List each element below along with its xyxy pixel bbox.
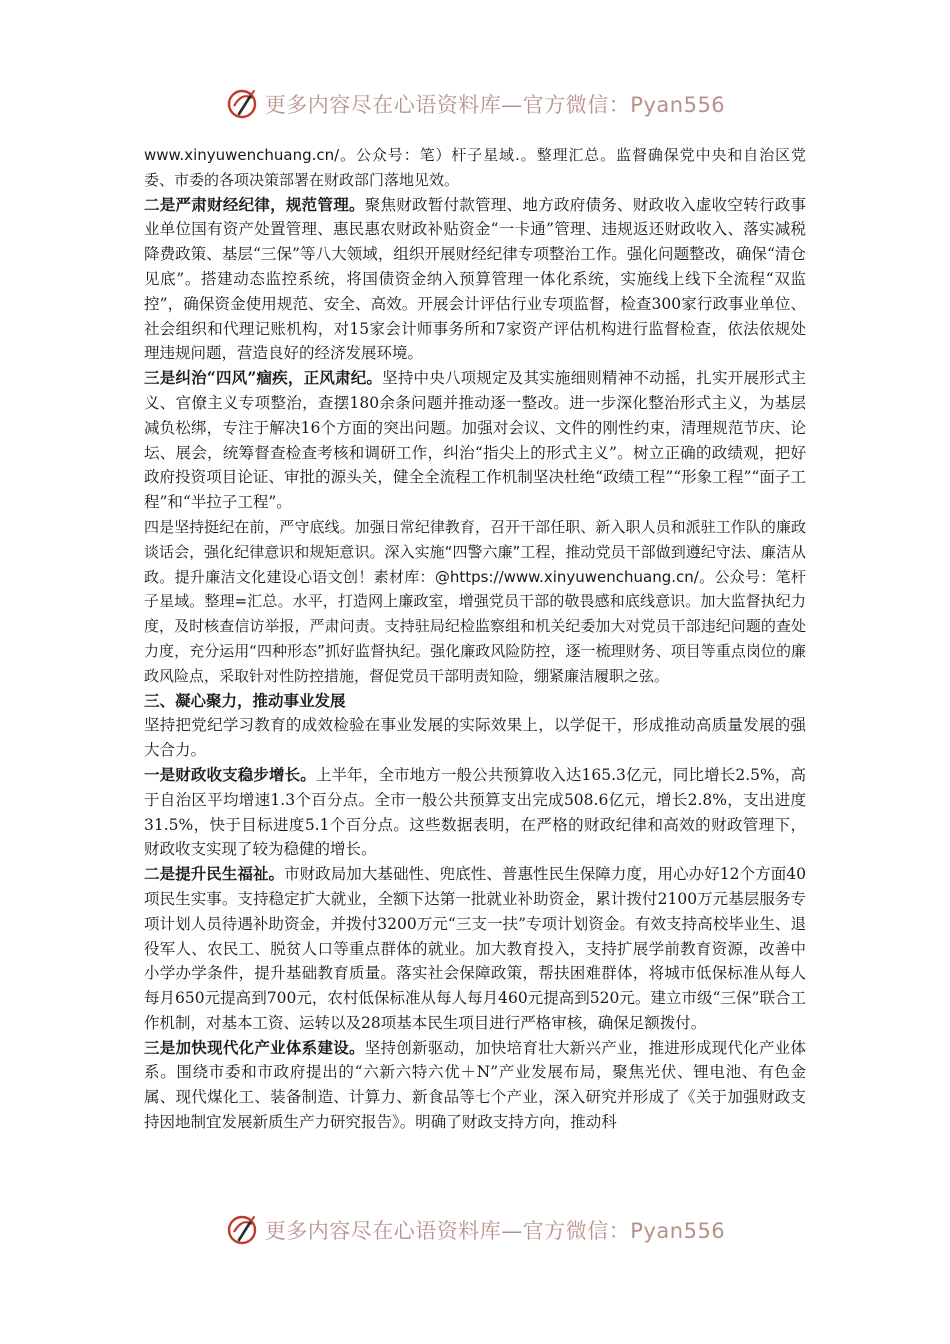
banner-text: 更多内容尽在心语资料库—官方微信：Pyan556: [264, 1219, 726, 1243]
paragraph: [144, 1036, 806, 1135]
paragraph: [144, 763, 806, 862]
header-banner: [0, 82, 950, 126]
paragraph: [144, 713, 806, 763]
brand-logo-icon: [225, 86, 261, 122]
paragraph-text: www.xinyuwenchuang.cn/。公众号：笔）杆子星域.。整理汇总。监督确保党中央和自治区党委、市委的各项决策部署在财政部门落地见效。: [144, 146, 806, 189]
paragraph-text: 聚焦财政暂付款管理、地方政府债务、财政收入虚收空转行政事业单位国有资产处置管理、惠民惠农财政补贴资金“一卡通”管理、违规返还财政收入、落实减税降费政策、基层“三保”等八大领域，组织开展财经纪律专项整治工作。强化问题整改，确保“清仓见底”。搭建动态监控系统，将国债资金纳入预算管理一体化系统，实施线上线下全流程“双监控”，确保资金使用规范、安全、高效。开展会计评估行业专项监督，检查300家行政事业单位、社会组织和代理记账机构，对15家会计师事务所和7家资产评估机构进行监督检查，依法依规处理违规问题，营造良好的经济发展环境。: [144, 195, 806, 363]
document-body: [144, 143, 806, 1135]
paragraph-text: 坚持中央八项规定及其实施细则精神不动摇，扎实开展形式主义、官僚主义专项整治，查摆180余条问题并推动逐一整改。进一步深化整治形式主义，为基层减负松绑，专注于解决16个方面的突出问题。加强对会议、文件的刚性约束，清理规范节庆、论坛、展会，统筹督查检查考核和调研工作，纠治“指尖上的形式主义”。树立正确的政绩观，把好政府投资项目论证、审批的源头关，健全全流程工作机制坚决杜绝“政绩工程”“形象工程”“面子工程”和“半拉子工程”。: [144, 369, 806, 512]
paragraph-lead: 三是加快现代化产业体系建设。: [144, 1037, 365, 1057]
paragraph-lead: 三、凝心聚力，推动事业发展: [144, 690, 346, 710]
paragraph-lead: 二是提升民生福祉。: [144, 864, 285, 884]
paragraph: [144, 366, 806, 515]
brand-logo-icon: [225, 1212, 261, 1248]
paragraph-text: 四是坚持挺纪在前，严守底线。加强日常纪律教育，召开干部任职、新入职人员和派驻工作队的廉政谈话会，强化纪律意识和规矩意识。深入实施“四警六廉”工程，推动党员干部做到遵纪守法、廉洁从政。提升廉洁文化建设心语文创！素材库：@https://www.xinyuwenchuang.cn/。公众号：笔杆子星域。整理=汇总。水平，打造网上廉政室，增强党员干部的敬畏感和底线意识。加大监督执纪力度，及时核查信访举报，严肃问责。支持驻局纪检监察组和机关纪委加大对党员干部违纪问题的查处力度，充分运用“四种形态”抓好监督执纪。强化廉政风险防控，逐一梳理财务、项目等重点岗位的廉政风险点，采取针对性防控措施，督促党员干部明责知险，绷紧廉洁履职之弦。: [144, 517, 806, 685]
paragraph-lead: 三是纠治“四风”痼疾，正风肃纪。: [144, 368, 383, 388]
paragraph: [144, 193, 806, 367]
paragraph: [144, 515, 806, 689]
paragraph-lead: 二是严肃财经纪律，规范管理。: [144, 194, 365, 214]
paragraph-text: 坚持创新驱动，加快培育壮大新兴产业，推进形成现代化产业体系。围绕市委和市政府提出的“六新六特六优＋N”产业发展布局，聚焦光伏、锂电池、有色金属、现代煤化工、装备制造、计算力、新食品等七个产业，深入研究并形成了《关于加强财政支持因地制宜发展新质生产力研究报告》。明确了财政支持方向，推动科: [144, 1038, 806, 1132]
footer-banner: [0, 1208, 950, 1252]
paragraph-lead: 一是财政收支稳步增长。: [144, 764, 316, 784]
paragraph: [144, 143, 806, 193]
banner-text: 更多内容尽在心语资料库—官方微信：Pyan556: [264, 93, 726, 117]
paragraph-text: 上半年，全市地方一般公共预算收入达165.3亿元，同比增长2.5%，高于自治区平均增速1.3个百分点。全市一般公共预算支出完成508.6亿元，增长2.8%，支出进度31.5%，快于目标进度5.1个百分点。这些数据表明，在严格的财政纪律和高效的财政管理下，财政收支实现了较为稳健的增长。: [144, 765, 806, 859]
paragraph: [144, 862, 806, 1036]
paragraph-text: 坚持把党纪学习教育的成效检验在事业发展的实际效果上，以学促干，形成推动高质量发展的强大合力。: [144, 716, 806, 760]
paragraph: [144, 689, 806, 714]
paragraph-text: 市财政局加大基础性、兜底性、普惠性民生保障力度，用心办好12个方面40项民生实事。支持稳定扩大就业，全额下达第一批就业补助资金，累计拨付2100万元基层服务专项计划人员待遇补助资金，并拨付3200万元“三支一扶”专项计划资金。有效支持高校毕业生、退役军人、农民工、脱贫人口等重点群体的就业。加大教育投入，支持扩展学前教育资源，改善中小学办学条件，提升基础教育质量。落实社会保障政策，帮扶困难群体，将城市低保标准从每人每月650元提高到700元，农村低保标准从每人每月460元提高到520元。建立市级“三保”联合工作机制，对基本工资、运转以及28项基本民生项目进行严格审核，确保足额拨付。: [144, 865, 806, 1032]
